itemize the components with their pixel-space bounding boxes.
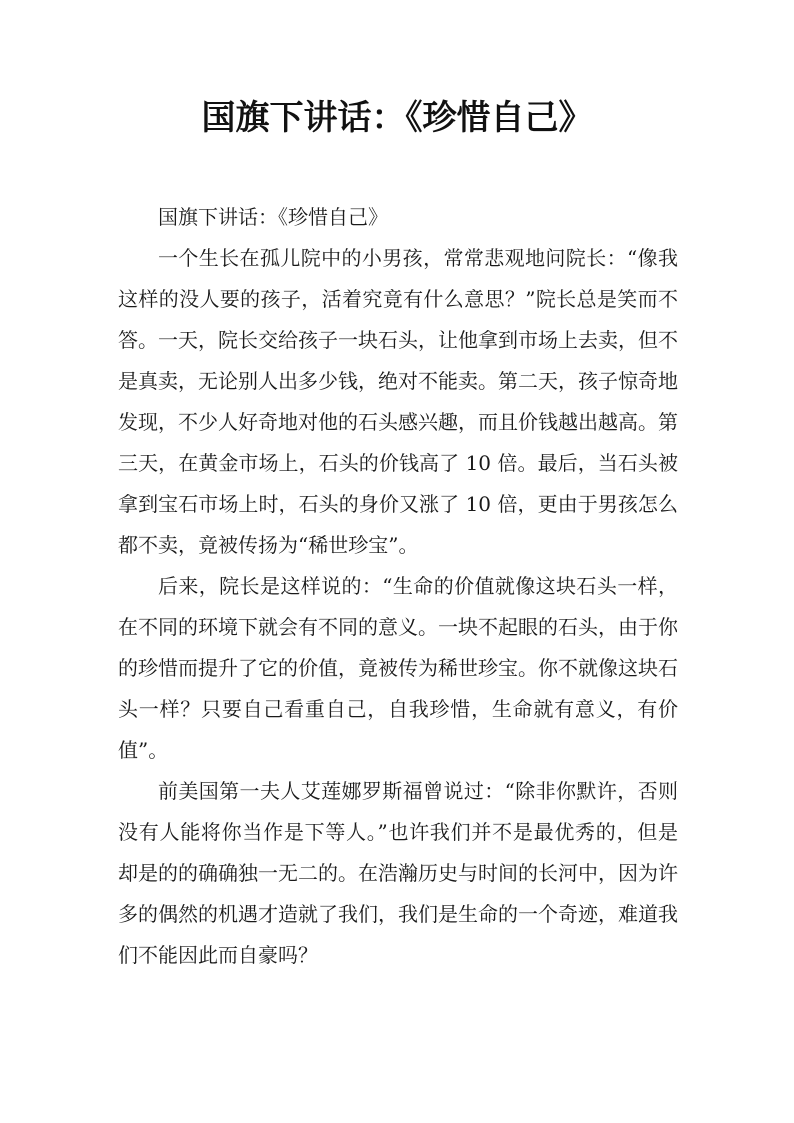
paragraph-roosevelt-quote: 前美国第一夫人艾莲娜罗斯福曾说过：“除非你默许，否则没有人能将你当作是下等人。”也许我们并不是最优秀的，但是却是的的确确独一无二的。在浩瀚历史与时间的长河中，因为许多的偶然的机遇才造就了我们，我们是生命的一个奇迹，难道我们不能因此而自豪吗？ <box>118 779 678 967</box>
document-title: 国旗下讲话：《珍惜自己》 <box>201 98 593 138</box>
paragraph-orphan-story: 一个生长在孤儿院中的小男孩，常常悲观地问院长：“像我这样的没人要的孩子，活着究竟有什么意思？”院长总是笑而不答。一天，院长交给孩子一块石头，让他拿到市场上去卖，但不是真卖，无论别人出多少钱，绝对不能卖。第二天，孩子惊奇地发现，不少人好奇地对他的石头感兴趣，而且价钱越出越高。第三天，在黄金市场上，石头的价钱高了 10 倍。最后，当石头被拿到宝石市场上时，石头的身价又涨了 10 倍，更由于男孩怎么都不卖，竟被传扬为“稀世珍宝”。 <box>118 246 678 557</box>
paragraph-director-words: 后来，院长是这样说的：“生命的价值就像这块石头一样，在不同的环境下就会有不同的意义。一块不起眼的石头，由于你的珍惜而提升了它的价值，竟被传为稀世珍宝。你不就像这块石头一样？只要自己看重自己，自我珍惜，生命就有意义，有价值”。 <box>118 574 678 762</box>
paragraph-heading-repeat: 国旗下讲话：《珍惜自己》 <box>158 205 388 229</box>
document-body <box>118 197 678 976</box>
